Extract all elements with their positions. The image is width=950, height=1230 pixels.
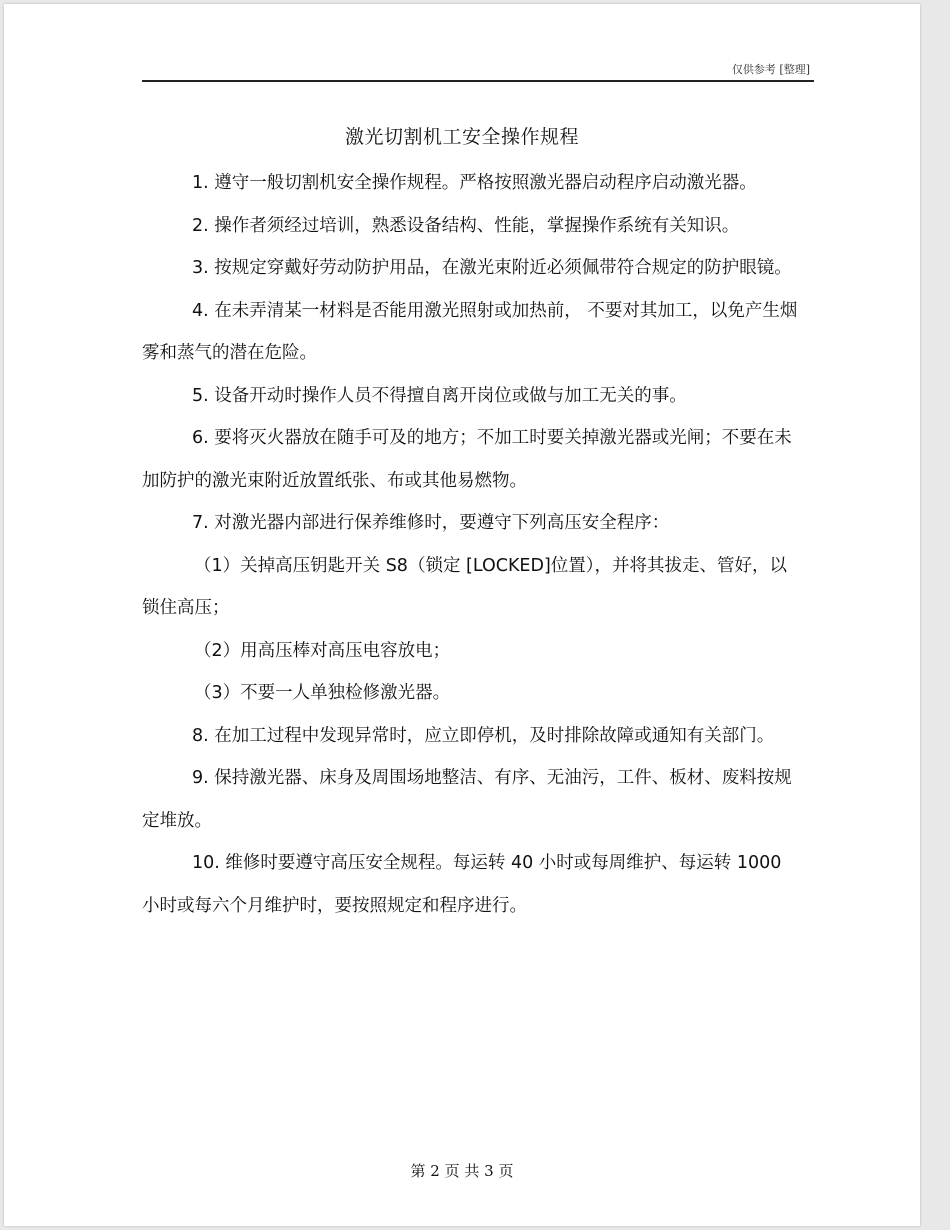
- header-note: 仅供参考 [整理]: [731, 63, 810, 76]
- document-title: 激光切割机工安全操作规程: [344, 126, 579, 148]
- paragraph-9: 9. 保持激光器、床身及周围场地整洁、有序、无油污，工件、板材、废料按规定堆放。: [142, 768, 792, 831]
- document-body: [142, 162, 802, 927]
- paragraph-3: 3. 按规定穿戴好劳动防护用品，在激光束附近必须佩带符合规定的防护眼镜。: [192, 258, 792, 278]
- paragraph-4: 4. 在未弄清某一材料是否能用激光照射或加热前， 不要对其加工，以免产生烟雾和蒸气的潜在危险。: [142, 300, 798, 363]
- paragraph-6: 6. 要将灭火器放在随手可及的地方；不加工时要关掉激光器或光闸；不要在未加防护的激光束附近放置纸张、布或其他易燃物。: [142, 428, 792, 491]
- paragraph-1: 1. 遵守一般切割机安全操作规程。严格按照激光器启动程序启动激光器。: [192, 173, 757, 193]
- page-footer: 第 2 页 共 3 页: [410, 1162, 514, 1180]
- paragraph-5: 5. 设备开动时操作人员不得擅自离开岗位或做与加工无关的事。: [192, 385, 687, 406]
- paragraph-2: 2. 操作者须经过培训，熟悉设备结构、性能，掌握操作系统有关知识。: [192, 215, 740, 236]
- paragraph-7: 7. 对激光器内部进行保养维修时，要遵守下列高压安全程序：: [192, 513, 670, 533]
- sub-item-2: （2）用高压棒对高压电容放电；: [194, 640, 451, 661]
- document-page: [4, 4, 920, 1226]
- paragraph-8: 8. 在加工过程中发现异常时，应立即停机，及时排除故障或通知有关部门。: [192, 725, 775, 746]
- sub-item-1: （1）关掉高压钥匙开关 S8（锁定 [LOCKED]位置），并将其拔走、管好，以锁住高压；: [142, 555, 788, 618]
- sub-item-3: （3）不要一人单独检修激光器。: [194, 683, 451, 703]
- paragraph-10: 10. 维修时要遵守高压安全规程。每运转 40 小时或每周维护、每运转 1000 小时或每六个月维护时，要按照规定和程序进行。: [142, 853, 782, 916]
- header-rule: [142, 80, 814, 82]
